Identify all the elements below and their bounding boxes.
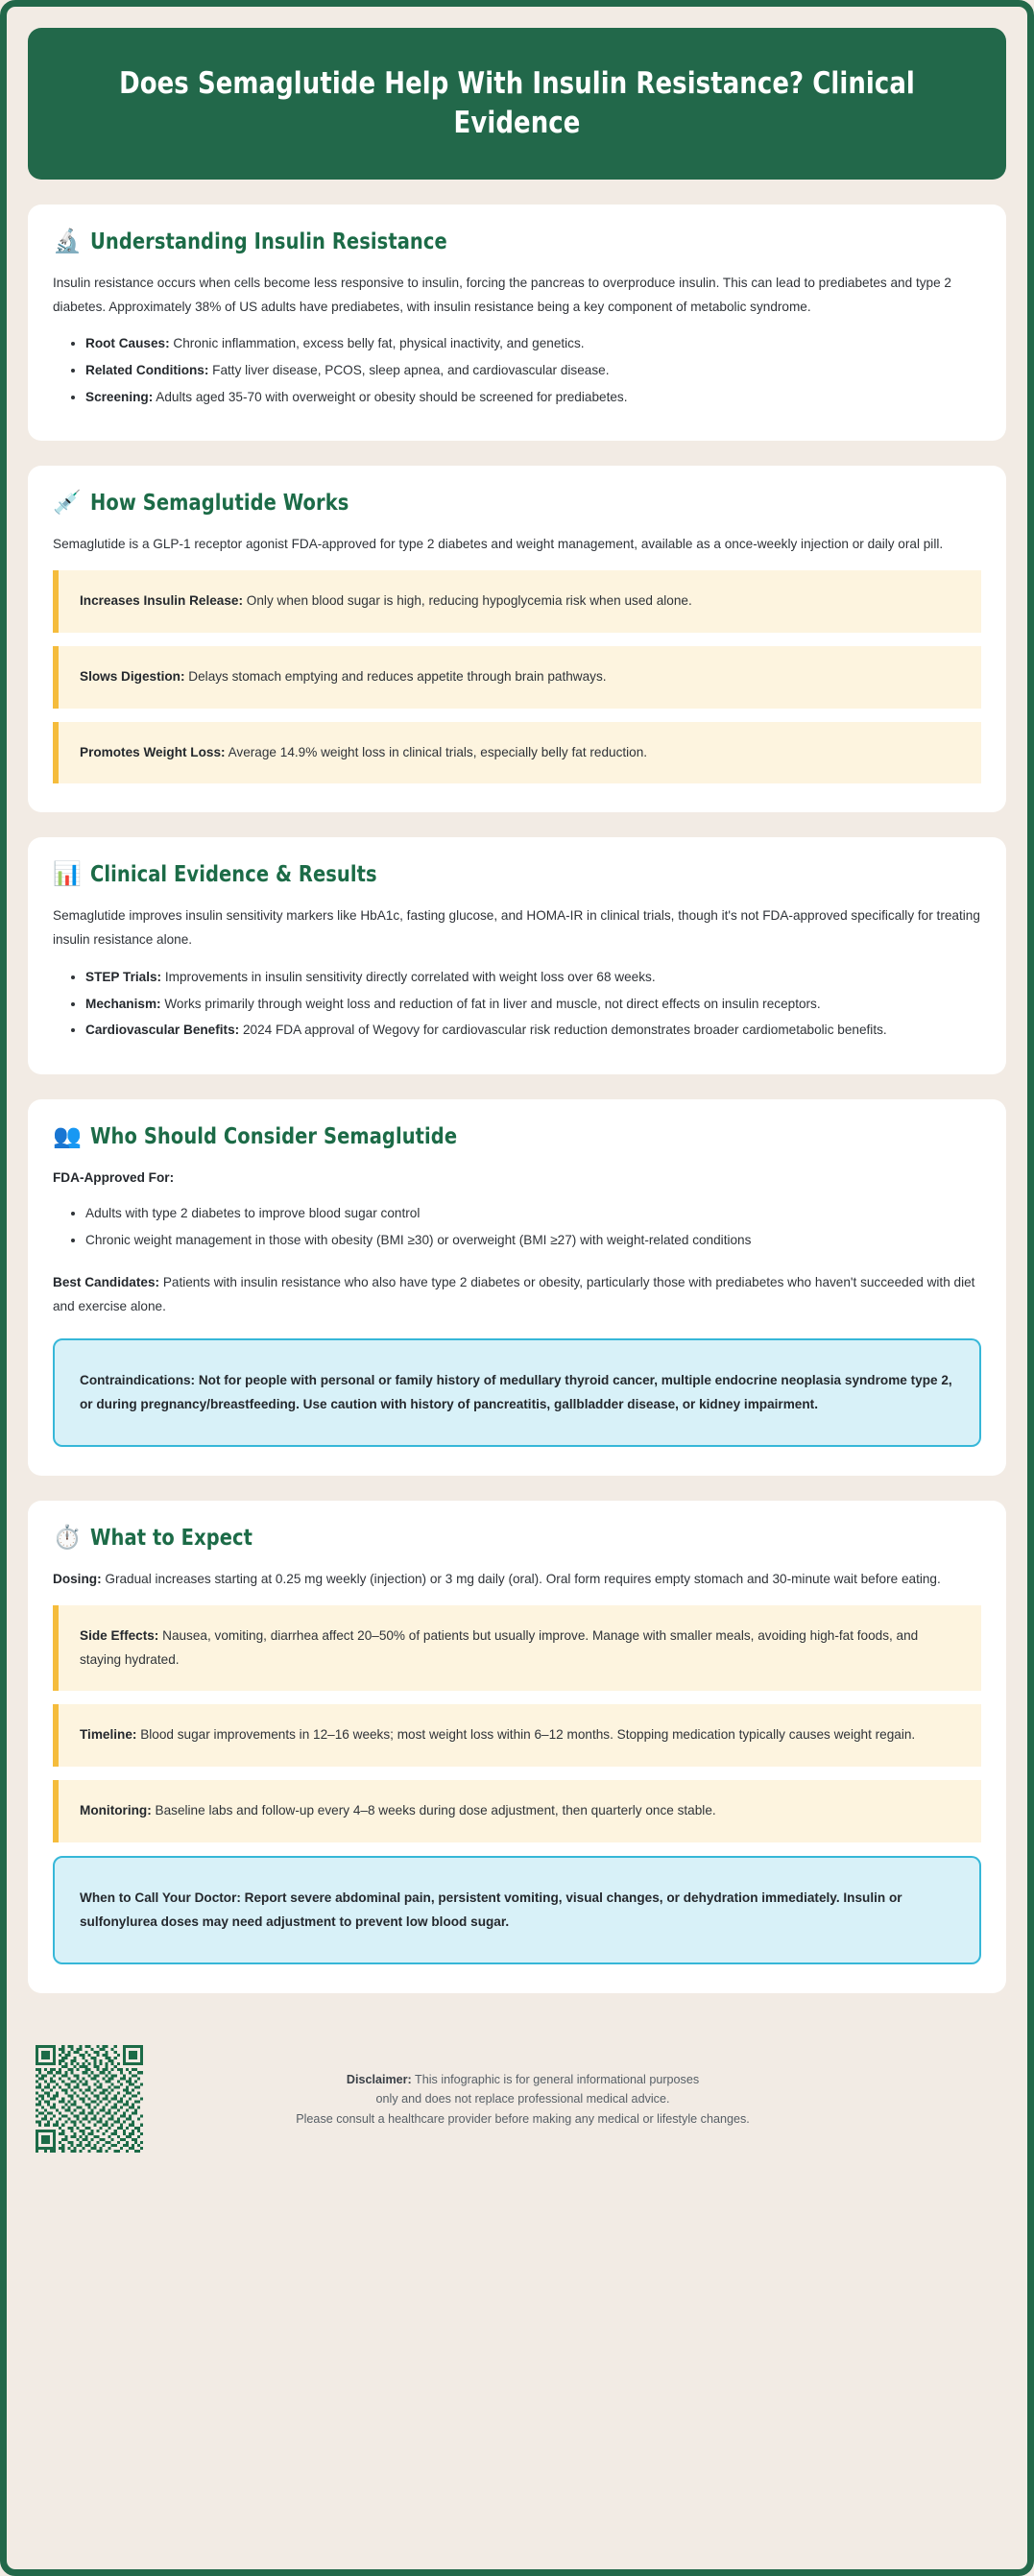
- section-title: What to Expect: [90, 1526, 253, 1552]
- bullet-label: Screening:: [85, 389, 154, 404]
- section-how-semaglutide-works: [28, 466, 1006, 812]
- bar-chart-icon: 📊: [53, 861, 82, 888]
- section-clinical-evidence-results: [28, 837, 1006, 1074]
- bullet-text: 2024 FDA approval of Wegovy for cardiovascular risk reduction demonstrates broader cardiometabolic benefits.: [242, 1023, 887, 1038]
- disclaimer-line-2: only and does not replace professional medical advice.: [375, 2092, 670, 2107]
- disclaimer-line-3: Please consult a healthcare provider before making any medical or lifestyle changes.: [296, 2111, 750, 2126]
- section-intro: Semaglutide is a GLP-1 receptor agonist FDA-approved for type 2 diabetes and weight management, available as a once-weekly injection or daily oral pill.: [53, 537, 944, 552]
- section-header: [53, 1526, 981, 1551]
- bullet-text: Chronic inflammation, excess belly fat, physical inactivity, and genetics.: [173, 336, 585, 351]
- people-icon: 👥: [53, 1123, 82, 1150]
- contraindications-warning-box: Contraindications: Not for people with personal or family history of medullary thyroid cancer, multiple endocrine neoplasia syndrome type 2, or during pregnancy/breastfeeding. Use caution with history of pancreatitis, gallbladder disease, or kidney impairment.: [53, 1338, 981, 1447]
- when-to-call-doctor-warning-box: When to Call Your Doctor: Report severe abdominal pain, persistent vomiting, visual changes, or dehydration immediately. Insulin or sulfonylurea doses may need adjustment to prevent low blood sugar.: [53, 1856, 981, 1964]
- highlight-label: Monitoring:: [80, 1803, 152, 1818]
- dosing-text: Gradual increases starting at 0.25 mg weekly (injection) or 3 mg daily (oral). Oral form requires empty stomach and 30-minute wait before eating.: [105, 1572, 941, 1587]
- stopwatch-icon: ⏱️: [53, 1525, 82, 1552]
- highlight-box: [53, 722, 981, 784]
- fda-approved-subhead: FDA-Approved For:: [53, 1170, 175, 1186]
- bullet-text: Works primarily through weight loss and reduction of fat in liver and muscle, not direct effects on insulin receptors.: [164, 996, 821, 1011]
- syringe-icon: 💉: [53, 490, 82, 517]
- highlight-box: [53, 1780, 981, 1842]
- best-candidates: [53, 1271, 981, 1318]
- bullet-label: Cardiovascular Benefits:: [85, 1023, 240, 1038]
- bullet-label: STEP Trials:: [85, 969, 162, 984]
- highlight-label: Side Effects:: [80, 1627, 159, 1643]
- highlight-label: Timeline:: [80, 1727, 137, 1743]
- highlight-label: Increases Insulin Release:: [80, 593, 244, 609]
- section-intro: Semaglutide improves insulin sensitivity markers like HbA1c, fasting glucose, and HOMA-IR in clinical trials, though it's not FDA-approved specifically for treating insulin resistance alone.: [53, 908, 980, 948]
- section-intro: Insulin resistance occurs when cells become less responsive to insulin, forcing the pancreas to overproduce insulin. This can lead to prediabetes and type 2 diabetes. Approximately 38% of US adults have prediabetes, with insulin resistance being a key component of metabolic syndrome.: [53, 275, 951, 314]
- section-who-should-consider: [28, 1099, 1006, 1476]
- section-header: [53, 229, 981, 254]
- list-item: • Chronic weight management in those with obesity (BMI ≥30) or overweight (BMI ≥27) with weight-related conditions: [85, 1229, 981, 1253]
- highlight-label: Slows Digestion:: [80, 668, 185, 684]
- list-item: [85, 1019, 981, 1043]
- section-what-to-expect: [28, 1501, 1006, 1993]
- bullet-text: Improvements in insulin sensitivity directly correlated with weight loss over 68 weeks.: [164, 969, 656, 984]
- list-item: [85, 966, 981, 990]
- section-header: [53, 1124, 981, 1149]
- highlight-text: Average 14.9% weight loss in clinical trials, especially belly fat reduction.: [228, 744, 648, 759]
- disclaimer-line-1: This infographic is for general informational purposes: [415, 2072, 700, 2086]
- best-candidates-label: Best Candidates:: [53, 1275, 160, 1290]
- bullet-list: [53, 1202, 981, 1252]
- qr-code[interactable]: [36, 2045, 143, 2153]
- bullet-list: [53, 332, 981, 409]
- highlight-box: [53, 1704, 981, 1767]
- list-item: • Adults with type 2 diabetes to improve blood sugar control: [85, 1202, 981, 1226]
- list-item: [85, 386, 981, 410]
- highlight-text: Delays stomach emptying and reduces appetite through brain pathways.: [188, 668, 607, 684]
- disclaimer-text: [162, 2070, 998, 2129]
- disclaimer-label: Disclaimer:: [346, 2072, 412, 2086]
- highlight-text: Only when blood sugar is high, reducing hypoglycemia risk when used alone.: [246, 593, 692, 609]
- section-understanding-insulin-resistance: [28, 205, 1006, 442]
- section-title: Who Should Consider Semaglutide: [90, 1124, 458, 1150]
- highlight-label: Promotes Weight Loss:: [80, 744, 226, 759]
- highlight-text: Blood sugar improvements in 12–16 weeks; most weight loss within 6–12 months. Stopping medication typically causes weight regain.: [140, 1727, 916, 1743]
- microscope-icon: 🔬: [53, 228, 82, 254]
- bullet-text: Fatty liver disease, PCOS, sleep apnea, and cardiovascular disease.: [212, 363, 610, 378]
- header-banner: [28, 28, 1006, 180]
- highlight-text: Baseline labs and follow-up every 4–8 weeks during dose adjustment, then quarterly once stable.: [155, 1803, 716, 1818]
- section-title: How Semaglutide Works: [90, 491, 349, 517]
- list-item: [85, 359, 981, 383]
- bullet-label: Mechanism:: [85, 996, 161, 1011]
- dosing-paragraph: [53, 1568, 981, 1592]
- bullet-label: Root Causes:: [85, 336, 170, 351]
- dosing-label: Dosing:: [53, 1572, 102, 1587]
- highlight-text: Nausea, vomiting, diarrhea affect 20–50% of patients but usually improve. Manage with smaller meals, avoiding high-fat foods, and staying hydrated.: [80, 1627, 919, 1667]
- section-title: Clinical Evidence & Results: [90, 862, 377, 888]
- list-item: [85, 332, 981, 356]
- bullet-label: Related Conditions:: [85, 363, 209, 378]
- list-item: [85, 993, 981, 1017]
- bullet-list: [53, 966, 981, 1043]
- footer: [28, 2018, 1006, 2178]
- page-title: Does Semaglutide Help With Insulin Resistance? Clinical Evidence: [119, 66, 915, 140]
- section-header: [53, 862, 981, 887]
- highlight-box: [53, 570, 981, 633]
- section-header: [53, 491, 981, 516]
- section-title: Understanding Insulin Resistance: [90, 229, 447, 254]
- highlight-box: [53, 1605, 981, 1691]
- bullet-text: Adults aged 35-70 with overweight or obesity should be screened for prediabetes.: [156, 389, 628, 404]
- best-candidates-text: Patients with insulin resistance who also have type 2 diabetes or obesity, particularly those with prediabetes who haven't succeeded with diet and exercise alone.: [53, 1275, 975, 1314]
- highlight-box: [53, 646, 981, 709]
